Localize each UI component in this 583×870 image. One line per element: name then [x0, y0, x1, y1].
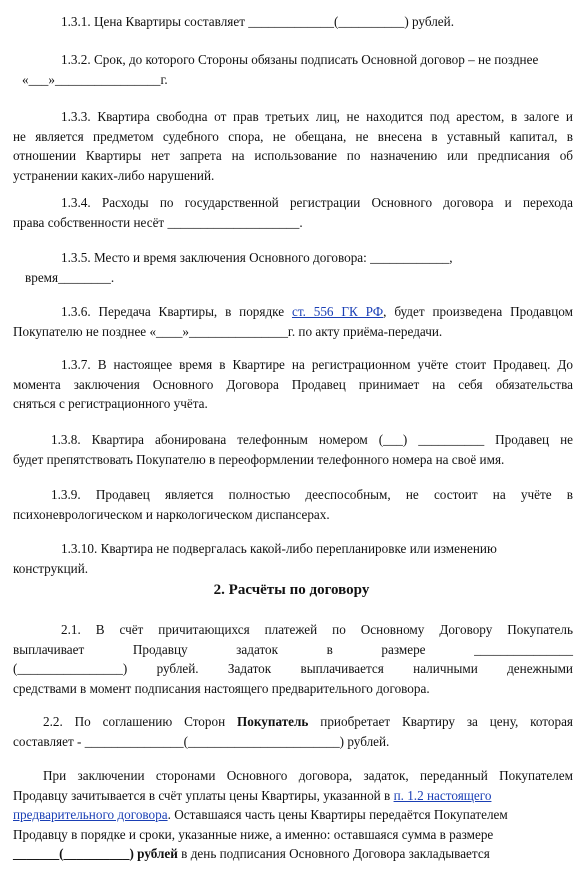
clause-2-2: 2.2. По соглашению Сторон Покупатель приобретает Квартиру за цену, которая составляет - _______________(_______________________) рублей. — [13, 714, 573, 749]
clause-1-3-9: 1.3.9. Продавец является полностью дееспособным, не состоит на учёте в психоневрологическом и наркологическом диспансерах. — [13, 487, 573, 522]
clause-1-3-4: 1.3.4. Расходы по государственной регистрации Основного договора и перехода права собственности несёт ____________________. — [13, 195, 573, 230]
clause-1-3-10: 1.3.10. Квартира не подвергалась какой-либо перепланировке или изменению конструкций. — [13, 541, 497, 576]
clause-1-3-3: 1.3.3. Квартира свободна от прав третьих лиц, не находится под арестом, в залоге и не является предметом судебного спора, не обещана, не внесена в уставный капитал, в отношении Квартиры нет запрета на использование по назначению или предписания об устранении каких-либо нарушений. — [13, 109, 573, 183]
clause-2-3: При заключении сторонами Основного договора, задаток, переданный Покупателем Продавцу зачитывается в счёт уплаты цены Квартиры, указанной в п. 1.2 настоящего предварительного договора. Оставшаяся часть цены Квартиры передаётся Покупателем Продавцу в порядке и сроки, указанные ниже, а именно: оставшаяся сумма в размере _______(__________) рублей в день подписания Основного Договора закладывается — [13, 768, 573, 861]
article-556-link[interactable]: ст. 556 ГК РФ — [291, 304, 384, 319]
clause-1-3-8: 1.3.8. Квартира абонирована телефонным номером (___) __________ Продавец не будет препятствовать Покупателю в переоформлении телефонного номера на своё имя. — [13, 432, 573, 467]
clause-1-3-1: 1.3.1. Цена Квартиры составляет _____________(__________) рублей. — [61, 14, 455, 29]
clause-1-3-5: 1.3.5. Место и время заключения Основного договора: ____________, время________. — [25, 250, 453, 285]
section-2-heading: 2. Расчёты по договору — [213, 582, 370, 598]
clause-1-3-2: 1.3.2. Срок, до которого Стороны обязаны подписать Основной договор – не позднее — [61, 52, 539, 67]
clause-1-2-link[interactable]: п. 1.2 настоящего — [393, 787, 492, 803]
clause-1-3-7: 1.3.7. В настоящее время в Квартире на регистрационном учёте стоит Продавец. До момента заключения Основного Договора Продавец принимает на себя обязательства сняться с регистрационного учёта. — [13, 357, 573, 411]
clause-2-1: 2.1. В счёт причитающихся платежей по Основному Договору Покупатель выплачивает Продавцу задаток в размере _______________ (________________) рублей. Задаток выплачивается наличными денежными средствами в момент подписания настоящего предварительного договора. — [13, 622, 573, 696]
preliminary-contract-link[interactable]: предварительного договора — [13, 807, 168, 822]
clause-1-3-2-date: «___»________________г. — [22, 72, 168, 87]
clause-1-3-6: 1.3.6. Передача Квартиры, в порядке ст. 556 ГК РФ, будет произведена Продавцом Покупателю не позднее «____»_______________г. по акту приёма-передачи. — [13, 304, 573, 339]
